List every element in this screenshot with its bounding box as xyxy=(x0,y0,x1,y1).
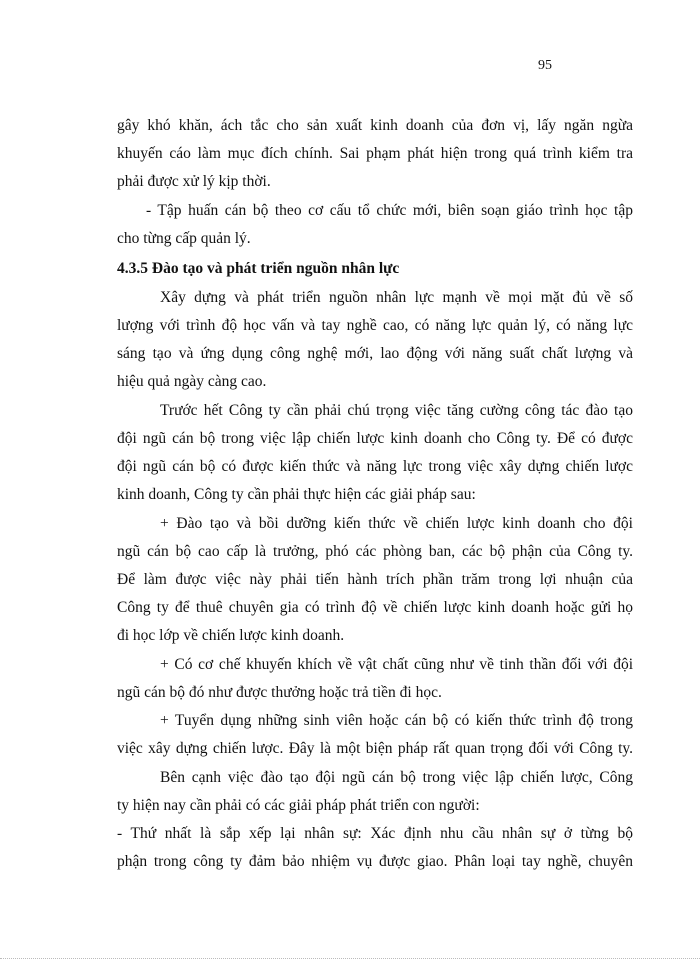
text-line: Công ty để thuê chuyên gia có trình độ về chiến lược kinh doanh hoặc gửi họ xyxy=(117,599,633,616)
text-line: - Thứ nhất là sắp xếp lại nhân sự: Xác định nhu cầu nhân sự ở từng bộ xyxy=(117,825,633,842)
text-line: phải được xử lý kịp thời. xyxy=(117,173,271,190)
section-heading: 4.3.5 Đào tạo và phát triển nguồn nhân lực xyxy=(117,260,400,277)
text-line: ngũ cán bộ đó như được thưởng hoặc trả tiền đi học. xyxy=(117,684,442,701)
text-line: Để làm được việc này phải tiến hành trích phần trăm trong lợi nhuận của xyxy=(117,571,633,588)
text-line: sáng tạo và ứng dụng công nghệ mới, lao động với năng suất chất lượng và xyxy=(117,345,633,362)
text-line: kinh doanh, Công ty cần phải thực hiện các giải pháp sau: xyxy=(117,486,476,503)
text-line: việc xây dựng chiến lược. Đây là một biện pháp rất quan trọng đối với Công ty. xyxy=(117,740,633,757)
text-line: đội ngũ cán bộ trong việc lập chiến lược kinh doanh cho Công ty. Để có được xyxy=(117,430,633,447)
text-line: hiệu quả ngày càng cao. xyxy=(117,373,267,390)
text-line: Xây dựng và phát triển nguồn nhân lực mạnh về mọi mặt đủ về số xyxy=(160,289,633,306)
text-line: Trước hết Công ty cần phải chú trọng việc tăng cường công tác đào tạo xyxy=(160,402,633,419)
text-line: phận trong công ty đảm bảo nhiệm vụ được giao. Phân loại tay nghề, chuyên xyxy=(117,853,633,870)
text-line: ty hiện nay cần phải có các giải pháp phát triển con người: xyxy=(117,797,480,814)
text-line: - Tập huấn cán bộ theo cơ cấu tổ chức mới, biên soạn giáo trình học tập xyxy=(146,202,633,219)
text-line: + Đào tạo và bồi dưỡng kiến thức về chiến lược kinh doanh cho đội xyxy=(160,515,633,532)
text-line: đội ngũ cán bộ có được kiến thức và năng lực trong việc xây dựng chiến lược xyxy=(117,458,633,475)
text-line: + Tuyển dụng những sinh viên hoặc cán bộ có kiến thức trình độ trong xyxy=(160,712,633,729)
text-line: đi học lớp về chiến lược kinh doanh. xyxy=(117,627,345,644)
page-number: 95 xyxy=(538,58,552,73)
page-bottom-rule xyxy=(0,958,700,959)
text-line: + Có cơ chế khuyến khích về vật chất cũng như về tinh thần đối với đội xyxy=(160,656,633,673)
text-line: lượng với trình độ học vấn và tay nghề cao, có năng lực quản lý, có năng lực xyxy=(117,317,633,334)
text-line: gây khó khăn, ách tắc cho sản xuất kinh doanh của đơn vị, lấy ngăn ngừa xyxy=(117,117,633,134)
text-line: cho từng cấp quản lý. xyxy=(117,230,251,247)
text-line: Bên cạnh việc đào tạo đội ngũ cán bộ trong việc lập chiến lược, Công xyxy=(160,769,633,786)
text-line: ngũ cán bộ cao cấp là trưởng, phó các phòng ban, các bộ phận của Công ty. xyxy=(117,543,633,560)
text-line: khuyến cáo làm mục đích chính. Sai phạm phát hiện trong quá trình kiểm tra xyxy=(117,145,633,162)
